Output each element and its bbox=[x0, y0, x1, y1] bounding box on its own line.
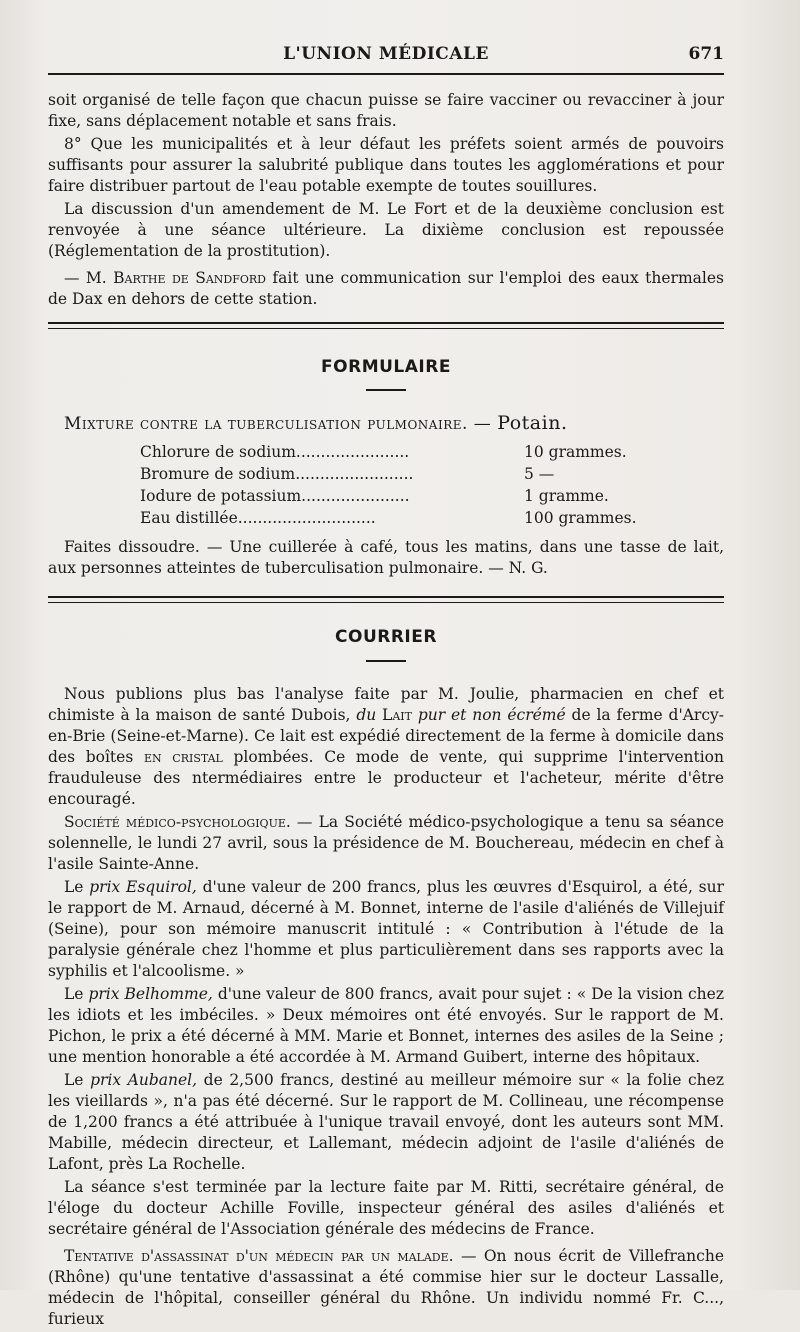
text-run: de la ferme d'Arcy-en-Brie (Seine-et-Marne). Ce lait est expédié directement de la ferme à domicile dans des boîtes bbox=[48, 706, 724, 766]
ingredient-quantity: 5 — bbox=[524, 465, 555, 483]
text-run: — On nous écrit de Villefranche (Rhône) qu'une tentative d'assassinat a été commise hier sur le docteur Lassalle, médecin de l'hôpital, conseiller général du Rhône. Un individu nommé Fr. C..., furieux bbox=[48, 1247, 724, 1328]
text-run: de 2,500 francs, destiné au meilleur mémoire sur « la folie chez les vieillards », n'a pas été décerné. Sur le rapport de M. Collineau, une récompense de 1,200 francs a été attribuée à l'unique travail envoyé, dont les auteurs sont MM. Mabille, médecin directeur, et Lallemant, médecin adjoint de l'asile d'aliénés de Lafont, près La Rochelle. bbox=[48, 1071, 724, 1173]
page-number: 671 bbox=[688, 44, 724, 64]
text-run: — La Société médico-psychologique a tenu sa séance solennelle, le lundi 27 avril, sous la présidence de M. Bouchereau, médecin en chef à l'asile Sainte-Anne. bbox=[48, 813, 724, 873]
ingredient-quantity: 1 gramme. bbox=[524, 487, 609, 505]
italic-text: pur et non écrémé bbox=[417, 706, 566, 724]
prize-name: prix Esquirol, bbox=[89, 878, 197, 896]
ingredient-row bbox=[140, 443, 640, 465]
recipe-dash: — bbox=[467, 414, 498, 434]
text-run: d'une valeur de 200 francs, plus les œuvres d'Esquirol, a été, sur le rapport de M. Arnaud, décerné à M. Bonnet, interne de l'asile d'aliénés de Villejuif (Seine), pour son mémoire manuscrit intitulé : « Contribution à l'étude de la paralysie générale chez l'homme et plus particulièrement dans ses rapports avec la syphilis et l'alcoolisme. » bbox=[48, 878, 724, 980]
paragraph bbox=[48, 812, 724, 875]
section-divider bbox=[48, 596, 724, 598]
news-heading: Tentative d'assassinat d'un médecin par un malade. bbox=[64, 1247, 454, 1265]
section-divider bbox=[48, 328, 724, 329]
ingredient-name: Bromure de sodium........................ bbox=[140, 465, 414, 483]
recipe-name: Mixture contre la tuberculisation pulmonaire. bbox=[64, 414, 468, 434]
ingredient-name: Chlorure de sodium....................... bbox=[140, 443, 410, 461]
paragraph: Faites dissoudre. — Une cuillerée à café, tous les matins, dans une tasse de lait, aux personnes atteintes de tuberculisation pulmonaire. — N. G. bbox=[48, 538, 724, 577]
heading-underline bbox=[366, 389, 406, 391]
text-run: Le bbox=[64, 985, 89, 1003]
courrier-section bbox=[48, 684, 724, 1332]
small-caps-text: en cristal bbox=[143, 748, 223, 766]
prize-name: prix Aubanel, bbox=[90, 1071, 198, 1089]
italic-text: du bbox=[356, 706, 377, 724]
paragraph bbox=[48, 1246, 724, 1330]
courrier-heading: COURRIER bbox=[335, 627, 437, 647]
formulaire-heading: FORMULAIRE bbox=[321, 357, 451, 377]
intro-section bbox=[48, 90, 724, 312]
ingredient-quantity: 10 grammes. bbox=[524, 443, 627, 461]
text-run: Le bbox=[64, 878, 90, 896]
recipe-author: Potain. bbox=[497, 412, 568, 434]
paragraph-text: fait une communication sur l'emploi des eaux thermales de Dax en dehors de cette station. bbox=[48, 269, 724, 308]
barthe-paragraph bbox=[48, 268, 724, 310]
text-run: Le bbox=[64, 1071, 91, 1089]
section-divider bbox=[48, 602, 724, 603]
ingredient-quantity: 100 grammes. bbox=[524, 509, 637, 527]
ingredient-name: Eau distillée............................ bbox=[140, 509, 376, 527]
dash-prefix: — M. bbox=[64, 269, 114, 287]
paragraph: La séance s'est terminée par la lecture faite par M. Ritti, secrétaire général, de l'éloge du docteur Achille Foville, inspecteur général des asiles d'aliénés et secrétaire général de l'Association générale des médecins de France. bbox=[48, 1178, 724, 1238]
paragraph: soit organisé de telle façon que chacun puisse se faire vacciner ou revacciner à jour fixe, sans déplacement notable et sans frais. bbox=[48, 91, 724, 130]
paragraph bbox=[48, 984, 724, 1068]
paragraph bbox=[48, 877, 724, 982]
ingredient-row bbox=[140, 487, 640, 509]
recipe-title bbox=[64, 412, 724, 434]
small-caps-text: Lait bbox=[376, 706, 418, 724]
society-name: Société médico-psychologique. bbox=[64, 813, 291, 831]
text-run: plombées. Ce mode de vente, qui supprime l'intervention frauduleuse des ntermédiaires entre le producteur et l'acheteur, mérite d'être encouragé. bbox=[48, 748, 724, 808]
journal-title: L'UNION MÉDICALE bbox=[283, 44, 489, 64]
text-run: d'une valeur de 800 francs, avait pour sujet : « De la vision chez les idiots et les imbéciles. » Deux mémoires ont été envoyés. Sur le rapport de M. Pichon, le prix a été décerné à MM. Marie et Bonnet, internes des asiles de la Seine ; une mention honorable a été accordée à M. Armand Guibert, interne des hôpitaux. bbox=[48, 985, 724, 1066]
header-rule bbox=[48, 73, 724, 75]
section-divider bbox=[48, 322, 724, 324]
ingredient-name: Iodure de potassium...................... bbox=[140, 487, 410, 505]
running-header bbox=[48, 40, 724, 70]
author-name: Barthe de Sandford bbox=[113, 269, 266, 287]
ingredient-list bbox=[140, 443, 640, 531]
usage-instructions bbox=[48, 537, 724, 579]
ingredient-row bbox=[140, 465, 640, 487]
ingredient-row bbox=[140, 509, 640, 531]
paragraph: 8° Que les municipalités et à leur défaut les préfets soient armés de pouvoirs suffisants pour assurer la salubrité publique dans toutes les agglomérations et pour faire distribuer partout de l'eau potable exempte de toutes souillures. bbox=[48, 135, 724, 195]
paragraph bbox=[48, 684, 724, 810]
prize-name: prix Belhomme, bbox=[88, 985, 213, 1003]
text-run: Nous publions plus bas l'analyse faite par M. Joulie, pharmacien en chef et chimiste à la maison de santé Dubois, bbox=[48, 685, 724, 724]
paragraph: La discussion d'un amendement de M. Le Fort et de la deuxième conclusion est renvoyée à une séance ultérieure. La dixième conclusion est repoussée (Réglementation de la prostitution). bbox=[48, 200, 724, 260]
paragraph bbox=[48, 1070, 724, 1175]
heading-underline bbox=[366, 660, 406, 662]
